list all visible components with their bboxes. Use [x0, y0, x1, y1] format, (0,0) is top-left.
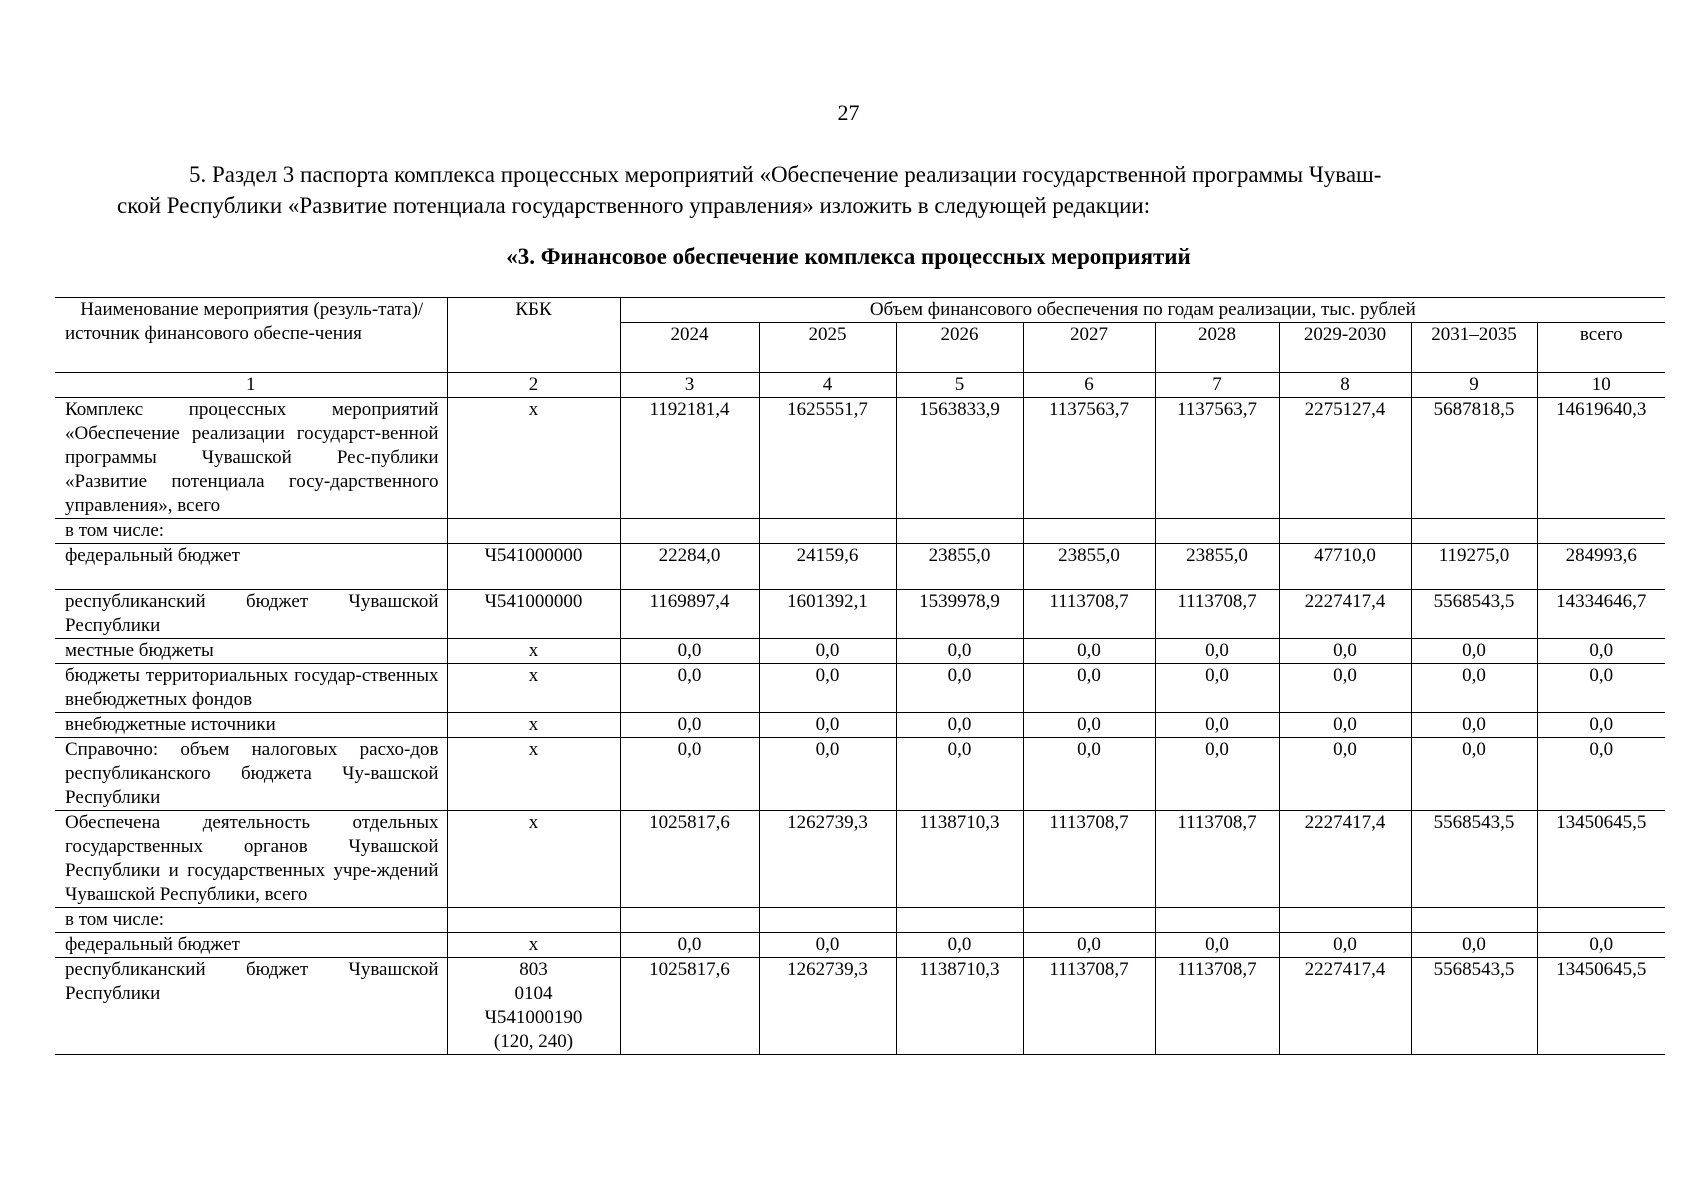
- row-value-cell: 5568543,5: [1411, 958, 1537, 1055]
- table-row: [55, 519, 1665, 544]
- table-row: [55, 811, 1665, 908]
- row-value-cell: 1601392,1: [759, 590, 896, 639]
- table-row: [55, 933, 1665, 958]
- row-value-cell: 24159,6: [759, 544, 896, 590]
- row-kbk-cell: х: [447, 933, 620, 958]
- row-name-cell: Справочно: объем налоговых расхо-дов республиканского бюджета Чу-вашской Республики: [55, 738, 447, 811]
- row-value-cell: 0,0: [1279, 738, 1411, 811]
- row-value-cell: 1113708,7: [1155, 811, 1279, 908]
- row-value-cell: 1262739,3: [759, 958, 896, 1055]
- row-value-cell: 0,0: [1411, 933, 1537, 958]
- column-number-cell: 9: [1411, 373, 1537, 398]
- row-value-cell: [759, 519, 896, 544]
- row-value-cell: 13450645,5: [1537, 958, 1665, 1055]
- row-value-cell: 0,0: [759, 933, 896, 958]
- row-kbk-cell: х: [447, 664, 620, 713]
- row-value-cell: 5568543,5: [1411, 590, 1537, 639]
- row-value-cell: 0,0: [759, 664, 896, 713]
- row-name-cell: Комплекс процессных мероприятий «Обеспечение реализации государст-венной программы Чувашской Рес-публики «Развитие потенциала госу-дарственного управления», всего: [55, 398, 447, 519]
- row-value-cell: 0,0: [759, 738, 896, 811]
- row-value-cell: 1113708,7: [1155, 590, 1279, 639]
- row-value-cell: 1192181,4: [620, 398, 759, 519]
- row-value-cell: [1279, 908, 1411, 933]
- row-value-cell: 1113708,7: [1023, 811, 1155, 908]
- row-kbk-cell: х: [447, 738, 620, 811]
- header-year-cell: 2031–2035: [1411, 323, 1537, 373]
- row-value-cell: 0,0: [896, 664, 1023, 713]
- row-value-cell: [896, 519, 1023, 544]
- row-name-cell: местные бюджеты: [55, 639, 447, 664]
- row-value-cell: 5568543,5: [1411, 811, 1537, 908]
- row-value-cell: 0,0: [896, 713, 1023, 738]
- row-value-cell: 1169897,4: [620, 590, 759, 639]
- row-kbk-cell: х: [447, 639, 620, 664]
- row-value-cell: 0,0: [896, 738, 1023, 811]
- row-value-cell: 0,0: [1279, 713, 1411, 738]
- row-value-cell: 0,0: [1023, 933, 1155, 958]
- header-year-cell: 2028: [1155, 323, 1279, 373]
- row-value-cell: [1155, 519, 1279, 544]
- row-value-cell: 1539978,9: [896, 590, 1023, 639]
- page-number: 27: [837, 100, 860, 125]
- row-value-cell: 284993,6: [1537, 544, 1665, 590]
- row-value-cell: [1537, 908, 1665, 933]
- row-name-cell: внебюджетные источники: [55, 713, 447, 738]
- row-value-cell: 23855,0: [1155, 544, 1279, 590]
- row-value-cell: 0,0: [620, 713, 759, 738]
- row-value-cell: [1537, 519, 1665, 544]
- row-value-cell: 0,0: [620, 933, 759, 958]
- column-number-cell: 1: [55, 373, 447, 398]
- row-kbk-cell: Ч541000000: [447, 544, 620, 590]
- header-year-cell: 2024: [620, 323, 759, 373]
- column-number-cell: 3: [620, 373, 759, 398]
- table-row: [55, 713, 1665, 738]
- header-year-cell: 2027: [1023, 323, 1155, 373]
- column-number-cell: 6: [1023, 373, 1155, 398]
- row-value-cell: 0,0: [1537, 713, 1665, 738]
- row-value-cell: 0,0: [1023, 738, 1155, 811]
- row-value-cell: [1279, 519, 1411, 544]
- row-value-cell: 1113708,7: [1023, 958, 1155, 1055]
- row-value-cell: 1025817,6: [620, 958, 759, 1055]
- table-row: [55, 664, 1665, 713]
- row-value-cell: 1137563,7: [1155, 398, 1279, 519]
- row-name-cell: бюджеты территориальных государ-ственных внебюджетных фондов: [55, 664, 447, 713]
- row-value-cell: 119275,0: [1411, 544, 1537, 590]
- row-kbk-cell: х: [447, 398, 620, 519]
- row-name-cell: федеральный бюджет: [55, 933, 447, 958]
- row-value-cell: 0,0: [759, 639, 896, 664]
- header-year-cell: всего: [1537, 323, 1665, 373]
- row-value-cell: 0,0: [896, 639, 1023, 664]
- row-value-cell: 0,0: [1537, 639, 1665, 664]
- row-value-cell: 0,0: [1155, 713, 1279, 738]
- intro-line-2: ской Республики «Развитие потенциала государственного управления» изложить в следующей редакции:: [117, 193, 1151, 218]
- header-year-cell: 2026: [896, 323, 1023, 373]
- header-kbk-cell: КБК: [447, 298, 620, 373]
- row-value-cell: 0,0: [1023, 713, 1155, 738]
- row-value-cell: 2227417,4: [1279, 811, 1411, 908]
- row-value-cell: 1625551,7: [759, 398, 896, 519]
- row-value-cell: 0,0: [1411, 713, 1537, 738]
- row-value-cell: [1411, 908, 1537, 933]
- table-row: [55, 590, 1665, 639]
- row-value-cell: 0,0: [1155, 738, 1279, 811]
- row-value-cell: 1137563,7: [1023, 398, 1155, 519]
- section-title: «3. Финансовое обеспечение комплекса процессных мероприятий: [506, 244, 1191, 269]
- row-kbk-cell: х: [447, 713, 620, 738]
- column-number-cell: 7: [1155, 373, 1279, 398]
- row-value-cell: 1563833,9: [896, 398, 1023, 519]
- row-value-cell: 23855,0: [1023, 544, 1155, 590]
- row-value-cell: 0,0: [1537, 664, 1665, 713]
- row-value-cell: [896, 908, 1023, 933]
- header-year-cell: 2029-2030: [1279, 323, 1411, 373]
- financing-table: [55, 297, 1665, 1055]
- row-name-cell: в том числе:: [55, 519, 447, 544]
- intro-paragraph: [117, 159, 1567, 221]
- header-name-cell: Наименование мероприятия (резуль-тата)/источник финансового обеспе-чения: [55, 298, 447, 373]
- row-value-cell: [1023, 519, 1155, 544]
- row-value-cell: [1411, 519, 1537, 544]
- row-value-cell: [759, 908, 896, 933]
- row-value-cell: 0,0: [1155, 639, 1279, 664]
- row-value-cell: 0,0: [759, 713, 896, 738]
- row-value-cell: [620, 519, 759, 544]
- row-value-cell: [620, 908, 759, 933]
- row-name-cell: республиканский бюджет Чувашской Республики: [55, 958, 447, 1055]
- row-kbk-cell: [447, 519, 620, 544]
- row-kbk-cell: х: [447, 811, 620, 908]
- row-value-cell: 0,0: [1411, 738, 1537, 811]
- header-year-cell: 2025: [759, 323, 896, 373]
- row-value-cell: [1023, 908, 1155, 933]
- row-value-cell: 2275127,4: [1279, 398, 1411, 519]
- row-value-cell: 13450645,5: [1537, 811, 1665, 908]
- row-value-cell: 1262739,3: [759, 811, 896, 908]
- row-value-cell: 0,0: [1411, 664, 1537, 713]
- table-row: [55, 908, 1665, 933]
- row-name-cell: республиканский бюджет Чувашской Республики: [55, 590, 447, 639]
- row-value-cell: 0,0: [1155, 933, 1279, 958]
- row-value-cell: 0,0: [1279, 933, 1411, 958]
- table-row: [55, 544, 1665, 590]
- row-name-cell: Обеспечена деятельность отдельных государственных органов Чувашской Республики и государственных учре-ждений Чувашской Республики, всего: [55, 811, 447, 908]
- row-value-cell: 0,0: [620, 664, 759, 713]
- row-name-cell: федеральный бюджет: [55, 544, 447, 590]
- header-volume-cell: Объем финансового обеспечения по годам реализации, тыс. рублей: [620, 298, 1665, 323]
- table-row: [55, 738, 1665, 811]
- row-value-cell: 1138710,3: [896, 958, 1023, 1055]
- column-number-cell: 8: [1279, 373, 1411, 398]
- row-value-cell: 0,0: [1023, 639, 1155, 664]
- column-number-cell: 2: [447, 373, 620, 398]
- row-kbk-cell: [447, 908, 620, 933]
- row-kbk-cell: Ч541000000: [447, 590, 620, 639]
- row-value-cell: 5687818,5: [1411, 398, 1537, 519]
- row-value-cell: 2227417,4: [1279, 958, 1411, 1055]
- intro-line-1: 5. Раздел 3 паспорта комплекса процессных мероприятий «Обеспечение реализации государственной программы Чуваш-: [189, 162, 1382, 187]
- row-value-cell: 0,0: [1155, 664, 1279, 713]
- row-value-cell: 1113708,7: [1023, 590, 1155, 639]
- row-value-cell: 0,0: [1279, 664, 1411, 713]
- row-kbk-cell: 803 0104 Ч541000190 (120, 240): [447, 958, 620, 1055]
- column-number-cell: 10: [1537, 373, 1665, 398]
- row-value-cell: [1155, 908, 1279, 933]
- row-value-cell: 47710,0: [1279, 544, 1411, 590]
- row-value-cell: 0,0: [1537, 933, 1665, 958]
- row-value-cell: 0,0: [1411, 639, 1537, 664]
- row-value-cell: 0,0: [620, 738, 759, 811]
- column-number-cell: 5: [896, 373, 1023, 398]
- row-value-cell: 2227417,4: [1279, 590, 1411, 639]
- row-value-cell: 1113708,7: [1155, 958, 1279, 1055]
- column-number-cell: 4: [759, 373, 896, 398]
- row-name-cell: в том числе:: [55, 908, 447, 933]
- table-row: [55, 958, 1665, 1055]
- row-value-cell: 1138710,3: [896, 811, 1023, 908]
- row-value-cell: 0,0: [1279, 639, 1411, 664]
- table-row: [55, 639, 1665, 664]
- row-value-cell: 0,0: [1023, 664, 1155, 713]
- row-value-cell: 1025817,6: [620, 811, 759, 908]
- row-value-cell: 14619640,3: [1537, 398, 1665, 519]
- row-value-cell: 23855,0: [896, 544, 1023, 590]
- table-row: [55, 398, 1665, 519]
- row-value-cell: 22284,0: [620, 544, 759, 590]
- row-value-cell: 0,0: [1537, 738, 1665, 811]
- row-value-cell: 0,0: [896, 933, 1023, 958]
- row-value-cell: 14334646,7: [1537, 590, 1665, 639]
- row-value-cell: 0,0: [620, 639, 759, 664]
